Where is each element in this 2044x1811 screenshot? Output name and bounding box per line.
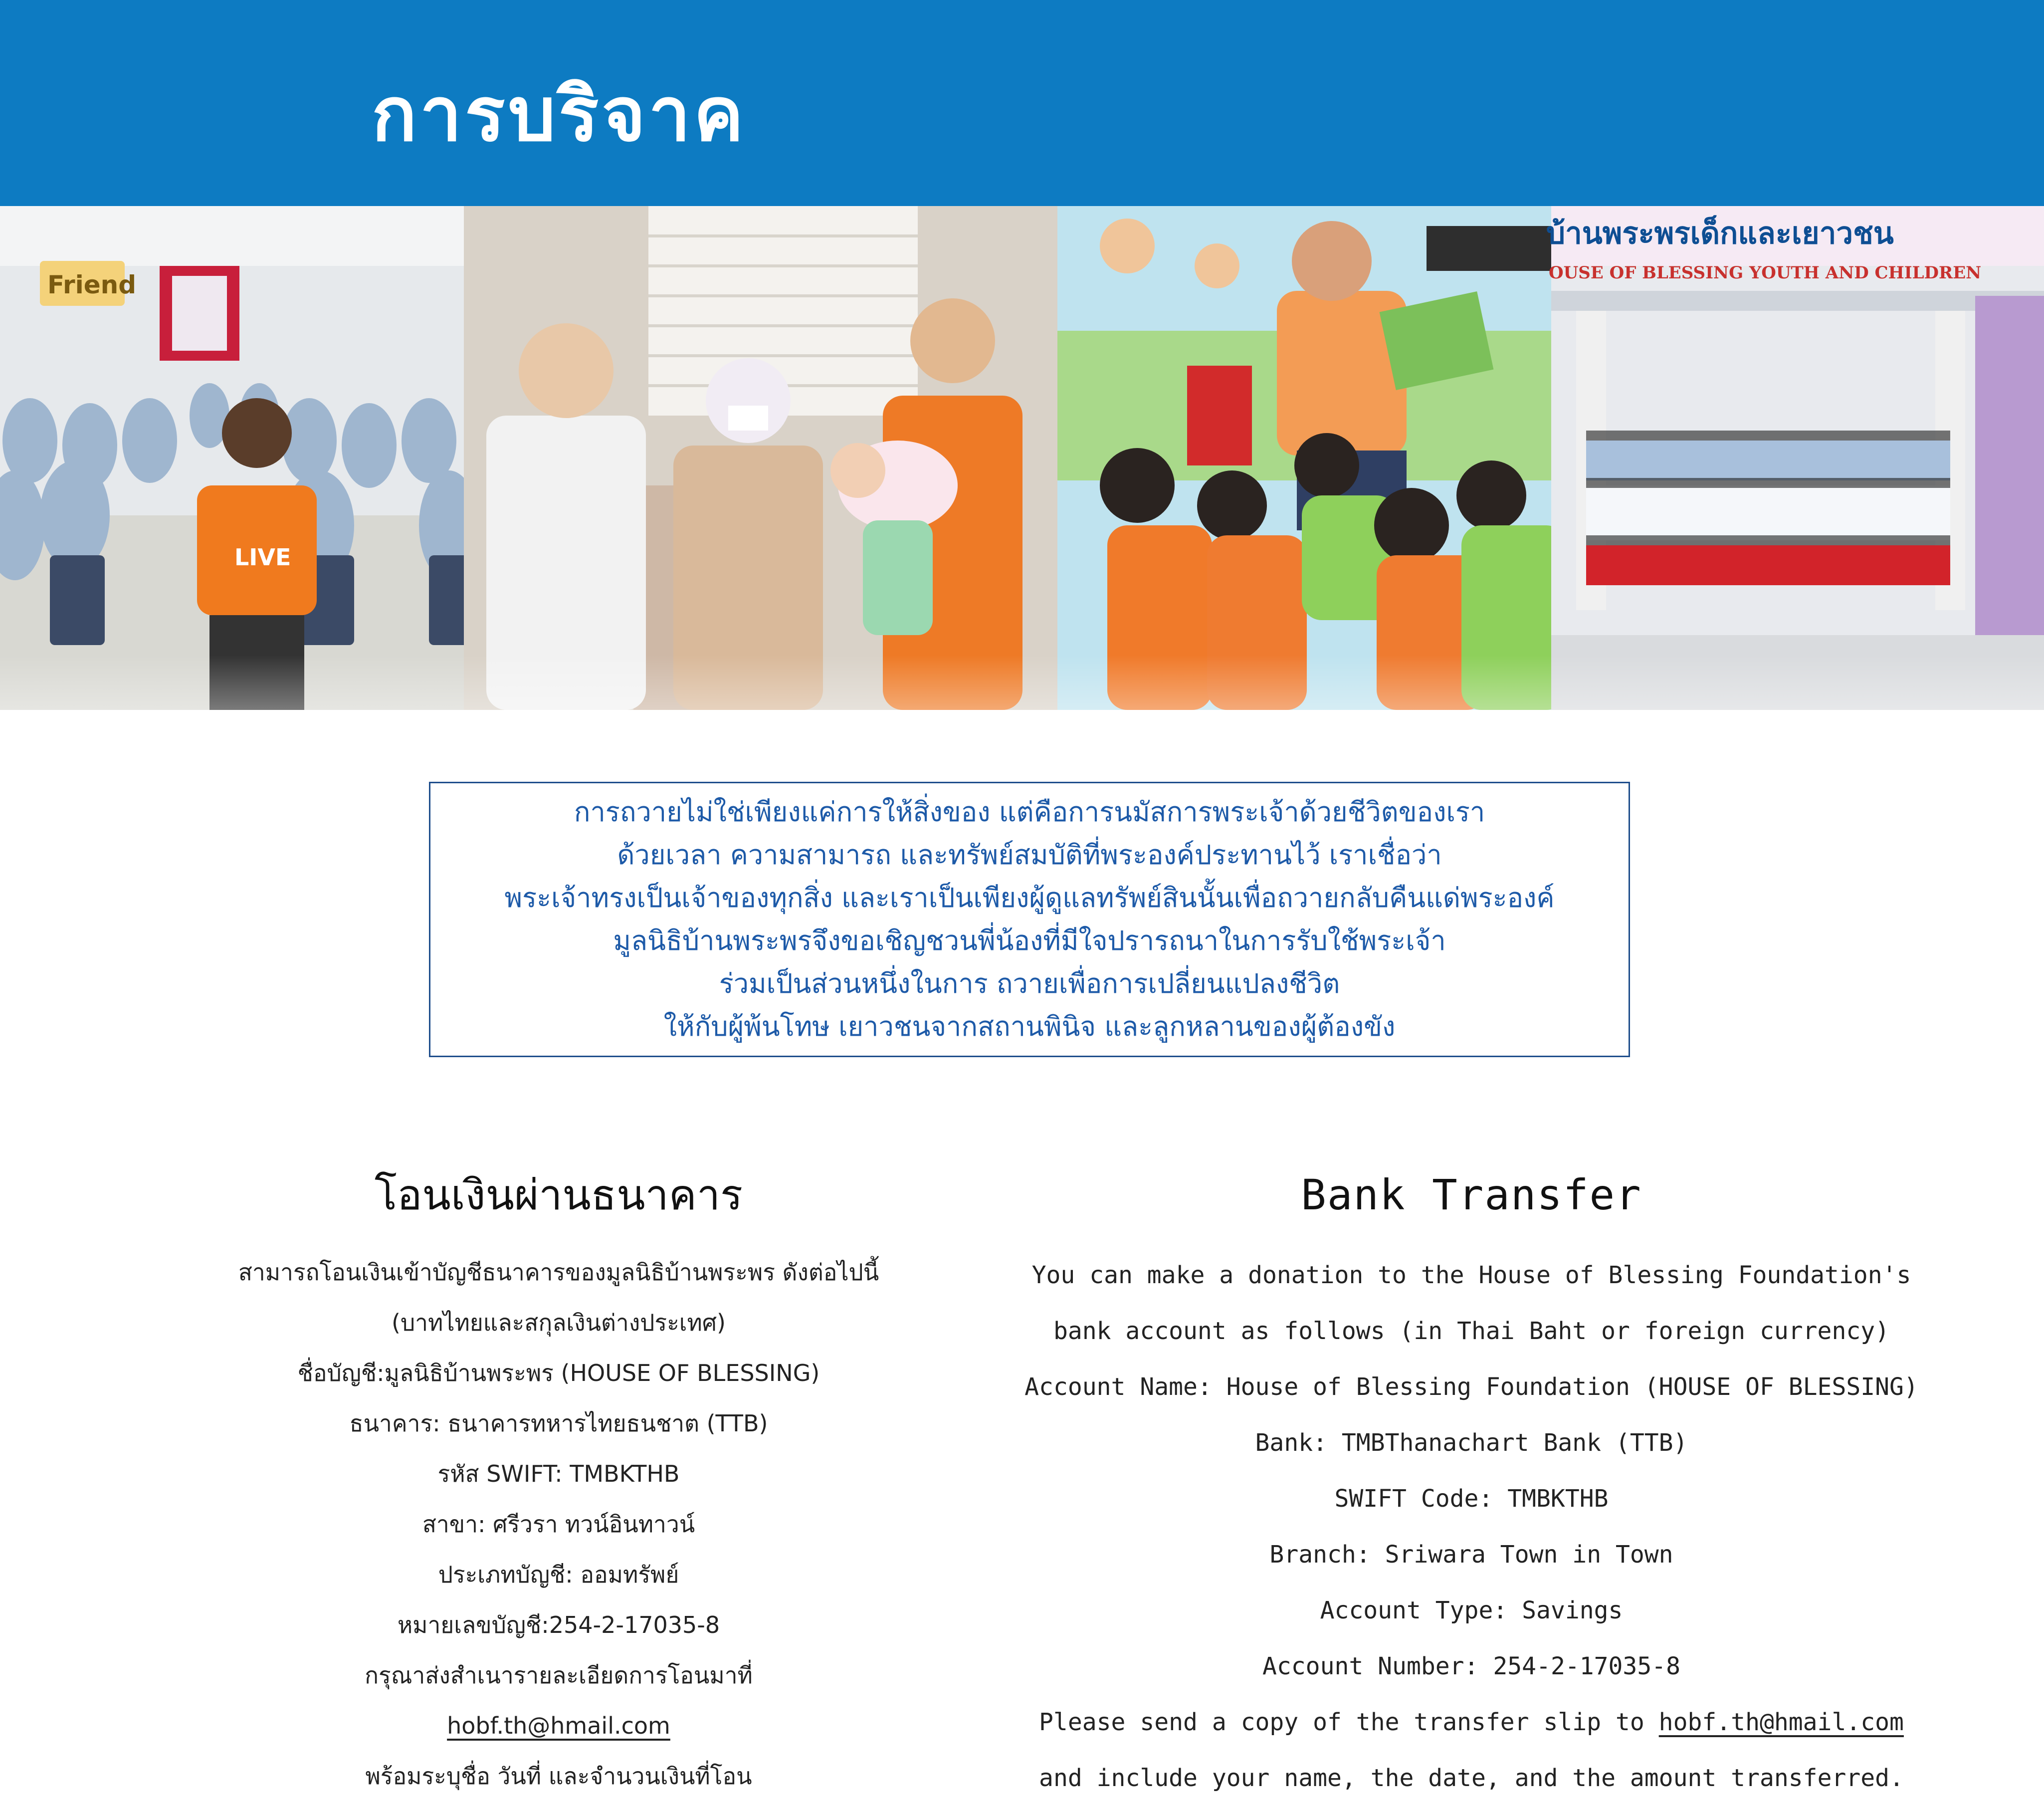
thai-intro-line-2: (บาทไทยและสกุลเงินต่างประเทศ) (392, 1309, 726, 1336)
page-title: การบริจาค (372, 71, 747, 158)
thai-section-heading: โอนเงินผ่านธนาคาร (374, 1170, 743, 1219)
thai-bank-name: ธนาคาร: ธนาคารทหารไทยธนชาต (TTB) (349, 1410, 768, 1437)
quote-line-6: ให้กับผู้พ้นโทษ เยาวชนจากสถานพินิจ และลูกหลานของผู้ต้องขัง (663, 1011, 1396, 1042)
quote-line-4: มูลนิธิบ้านพระพรจึงขอเชิญชวนพี่น้องที่มีใจปรารถนาในการรับใช้พระเจ้า (613, 925, 1446, 956)
thai-email-link[interactable]: hobf.th@hmail.com (447, 1712, 670, 1739)
english-send-copy-prefix: Please send a copy of the transfer slip to (1039, 1708, 1659, 1736)
photo-adults-with-baby (464, 206, 1087, 710)
quote-line-5: ร่วมเป็นส่วนหนึ่งในการ ถวายเพื่อการเปลี่ยนแปลงชีวิต (719, 968, 1340, 999)
english-account-type: Account Type: Savings (1320, 1596, 1623, 1624)
english-bank-name: Bank: TMBThanachart Bank (TTB) (1255, 1429, 1688, 1457)
thai-account-number: หมายเลขบัญชี:254-2-17035-8 (397, 1611, 720, 1638)
mission-quote-box (429, 782, 1630, 1057)
english-include-details-text: and include your name, the date, and the amount transferred. (1039, 1764, 1904, 1792)
english-account-number: Account Number: 254-2-17035-8 (1262, 1652, 1681, 1680)
photo-school-group (1546, 206, 2044, 710)
thai-include-details-text: พร้อมระบุชื่อ วันที่ และจำนวนเงินที่โอน (365, 1763, 752, 1790)
sign-text-english: OUSE OF BLESSING YOUTH AND CHILDREN (1549, 263, 1982, 283)
quote-line-2: ด้วยเวลา ความสามารถ และทรัพย์สมบัติที่พระองค์ประทานไว้ เราเชื่อว่า (617, 839, 1442, 871)
english-bank-transfer-section (988, 1162, 1955, 1806)
english-send-copy-text (988, 1694, 1955, 1750)
thai-swift-code: รหัส SWIFT: TMBKTHB (437, 1460, 680, 1487)
thai-send-copy-text: กรุณาส่งสำเนารายละเอียดการโอนมาที่ (365, 1662, 753, 1689)
thai-branch: สาขา: ศรีวรา ทวน์อินทาวน์ (422, 1511, 695, 1538)
english-account-name: Account Name: House of Blessing Foundation (HOUSE OF BLESSING) (1024, 1373, 1918, 1401)
english-intro-line-1: You can make a donation to the House of Blessing Foundation's (1031, 1261, 1911, 1289)
sign-text-thai: บ้านพระพรเด็กและเยาวชน (1546, 216, 1894, 251)
header-bar (0, 0, 2044, 206)
thai-intro-line-1: สามารถโอนเงินเข้าบัญชีธนาคารของมูลนิธิบ้านพระพร ดังต่อไปนี้ (238, 1259, 879, 1286)
thai-bank-transfer-section (190, 1162, 928, 1802)
photo-reading-to-children (1057, 206, 1581, 710)
friend-sign-text: Friend (47, 270, 137, 299)
english-intro-line-2: bank account as follows (in Thai Baht or foreign currency) (1053, 1317, 1890, 1345)
english-email-link[interactable]: hobf.th@hmail.com (1658, 1708, 1904, 1736)
shirt-text: LIVE (234, 544, 291, 571)
banner-photo-collage (0, 206, 2044, 710)
thai-account-type: ประเภทบัญชี: ออมทรัพย์ (438, 1561, 679, 1588)
quote-line-3: พระเจ้าทรงเป็นเจ้าของทุกสิ่ง และเราเป็นเพียงผู้ดูแลทรัพย์สินนั้นเพื่อถวายกลับคืนแด่พระองค์ (504, 882, 1555, 913)
quote-line-1: การถวายไม่ใช่เพียงแค่การให้สิ่งของ แต่คือการนมัสการพระเจ้าด้วยชีวิตของเรา (574, 796, 1485, 828)
photo-hall-students (0, 206, 499, 710)
thai-account-name: ชื่อบัญชี:มูลนิธิบ้านพระพร (HOUSE OF BLESSING) (297, 1359, 820, 1386)
english-section-heading: Bank Transfer (1301, 1170, 1642, 1219)
english-branch: Branch: Sriwara Town in Town (1269, 1541, 1673, 1569)
english-swift-code: SWIFT Code: TMBKTHB (1334, 1485, 1609, 1513)
